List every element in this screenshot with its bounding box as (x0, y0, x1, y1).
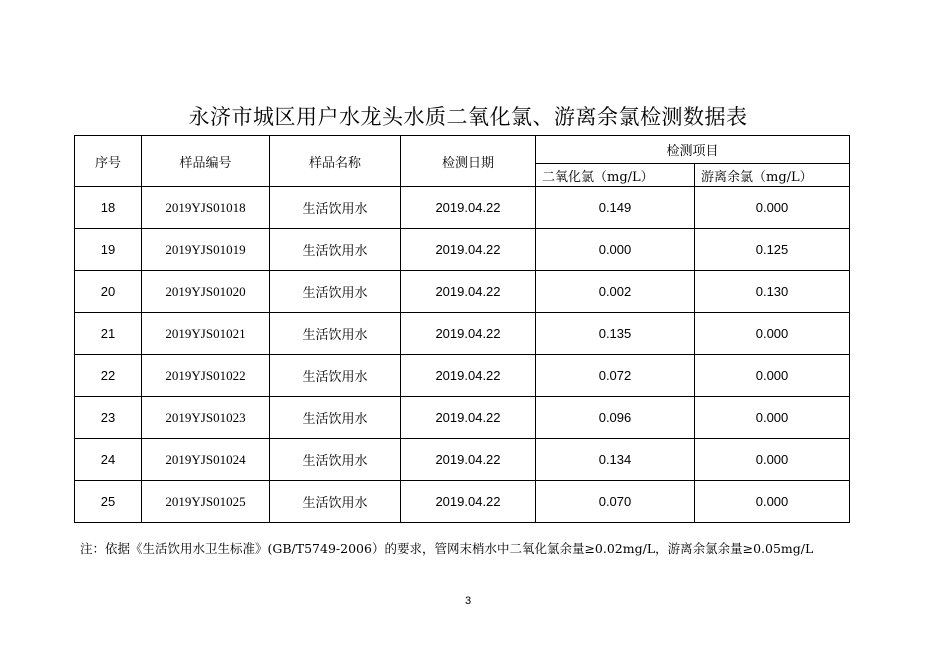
cell-test-date: 2019.04.22 (401, 397, 536, 439)
cell-sample-name: 生活饮用水 (270, 481, 401, 523)
cell-chlorine-dioxide: 0.135 (536, 313, 695, 355)
cell-sample-name: 生活饮用水 (270, 313, 401, 355)
header-sample-code: 样品编号 (142, 136, 270, 187)
cell-sample-code: 2019YJS01023 (142, 397, 270, 439)
cell-seq: 19 (75, 229, 142, 271)
cell-free-chlorine: 0.000 (695, 355, 850, 397)
cell-seq: 24 (75, 439, 142, 481)
cell-test-date: 2019.04.22 (401, 481, 536, 523)
cell-chlorine-dioxide: 0.096 (536, 397, 695, 439)
table-row (75, 271, 850, 313)
cell-sample-code: 2019YJS01022 (142, 355, 270, 397)
header-free-chlorine: 游离余氯（mg/L） (695, 164, 850, 187)
footnote: 注：依据《生活饮用水卫生标准》(GB/T5749-2006）的要求，管网末梢水中二氧化氯余量≥0.02mg/L，游离余氯余量≥0.05mg/L (80, 541, 814, 556)
cell-sample-name: 生活饮用水 (270, 271, 401, 313)
cell-free-chlorine: 0.000 (695, 439, 850, 481)
cell-test-date: 2019.04.22 (401, 271, 536, 313)
table-row (75, 397, 850, 439)
cell-chlorine-dioxide: 0.149 (536, 187, 695, 229)
header-chlorine-dioxide: 二氧化氯（mg/L） (536, 164, 695, 187)
cell-sample-name: 生活饮用水 (270, 439, 401, 481)
table-row (75, 355, 850, 397)
header-test-date: 检测日期 (401, 136, 536, 187)
header-sample-name: 样品名称 (270, 136, 401, 187)
header-test-items: 检测项目 (536, 136, 850, 164)
cell-sample-name: 生活饮用水 (270, 397, 401, 439)
table-row (75, 313, 850, 355)
data-table (74, 135, 850, 523)
cell-free-chlorine: 0.000 (695, 397, 850, 439)
cell-free-chlorine: 0.000 (695, 481, 850, 523)
cell-test-date: 2019.04.22 (401, 313, 536, 355)
cell-seq: 25 (75, 481, 142, 523)
cell-free-chlorine: 0.130 (695, 271, 850, 313)
cell-sample-code: 2019YJS01018 (142, 187, 270, 229)
cell-sample-code: 2019YJS01024 (142, 439, 270, 481)
cell-chlorine-dioxide: 0.000 (536, 229, 695, 271)
table-row (75, 439, 850, 481)
cell-sample-code: 2019YJS01025 (142, 481, 270, 523)
cell-seq: 23 (75, 397, 142, 439)
cell-seq: 22 (75, 355, 142, 397)
cell-test-date: 2019.04.22 (401, 439, 536, 481)
cell-free-chlorine: 0.125 (695, 229, 850, 271)
document-title: 永济市城区用户水龙头水质二氧化氯、游离余氯检测数据表 (188, 105, 748, 129)
table-row (75, 481, 850, 523)
cell-sample-name: 生活饮用水 (270, 229, 401, 271)
cell-chlorine-dioxide: 0.070 (536, 481, 695, 523)
cell-free-chlorine: 0.000 (695, 313, 850, 355)
cell-chlorine-dioxide: 0.002 (536, 271, 695, 313)
cell-sample-code: 2019YJS01019 (142, 229, 270, 271)
table-row (75, 187, 850, 229)
cell-test-date: 2019.04.22 (401, 187, 536, 229)
cell-sample-code: 2019YJS01020 (142, 271, 270, 313)
cell-sample-name: 生活饮用水 (270, 187, 401, 229)
cell-test-date: 2019.04.22 (401, 355, 536, 397)
cell-sample-name: 生活饮用水 (270, 355, 401, 397)
cell-free-chlorine: 0.000 (695, 187, 850, 229)
cell-chlorine-dioxide: 0.134 (536, 439, 695, 481)
cell-seq: 18 (75, 187, 142, 229)
cell-chlorine-dioxide: 0.072 (536, 355, 695, 397)
page-number: 3 (464, 595, 472, 607)
table-row (75, 229, 850, 271)
cell-seq: 20 (75, 271, 142, 313)
cell-sample-code: 2019YJS01021 (142, 313, 270, 355)
cell-seq: 21 (75, 313, 142, 355)
cell-test-date: 2019.04.22 (401, 229, 536, 271)
header-seq: 序号 (75, 136, 142, 187)
